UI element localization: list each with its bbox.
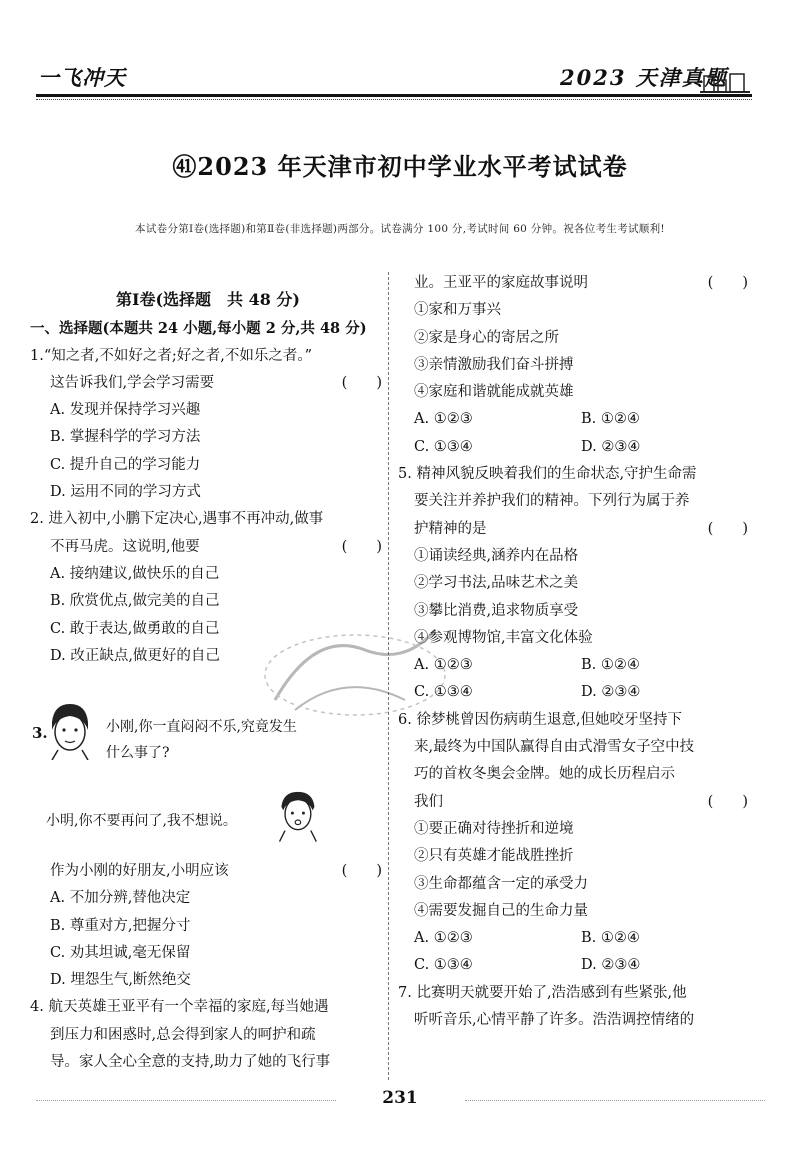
q6-statement-2: ②只有英雄才能战胜挫折: [414, 848, 574, 865]
exam-title: ㊶2023 年天津市初中学业水平考试试卷: [172, 152, 628, 181]
q3-option-c: C. 劝其坦诚,毫无保留: [50, 944, 191, 961]
q4-stem-4-text: 业。王亚平的家庭故事说明: [414, 275, 588, 291]
q6-stem-4-text: 我们: [414, 793, 443, 810]
q3-stem: [34, 858, 382, 885]
header-decoration-icon: [700, 70, 750, 94]
q5-stem-1: 5. 精神风貌反映着我们的生命状态,守护生命需: [398, 466, 697, 483]
q6-statement-4: ④需要发掘自己的生命力量: [414, 902, 588, 919]
q5-answer-paren: ( ): [707, 520, 748, 537]
q1-stem-1: 1.“知之者,不如好之者;好之者,不如乐之者。”: [30, 347, 313, 364]
q6-stem-1: 6. 徐梦桃曾因伤病萌生退意,但她咬牙坚持下: [398, 711, 683, 728]
q6-stem-2: 来,最终为中国队赢得自由式滑雪女子空中技: [414, 739, 695, 756]
q6-option-a: A. ①②③: [414, 930, 473, 947]
q6-statement-3: ③生命都蕴含一定的承受力: [414, 875, 588, 892]
left-column-lower: [30, 858, 382, 1076]
q5-statement-2: ②学习书法,品味艺术之美: [414, 575, 579, 592]
q3-option-a: A. 不加分辨,替他决定: [50, 890, 191, 907]
q4-statement-1: ①家和万事兴: [414, 302, 501, 319]
q2-option-a: A. 接纳建议,做快乐的自己: [50, 565, 220, 582]
q1-option-b: B. 掌握科学的学习方法: [50, 429, 201, 446]
q4-option-a: A. ①②③: [414, 411, 473, 428]
q4-answer-paren: ( ): [707, 275, 748, 291]
q3-option-d: D. 埋怨生气,断然绝交: [50, 972, 191, 989]
q4-statement-4: ④家庭和谐就能成就英雄: [414, 384, 574, 401]
q1-answer-paren: ( ): [341, 374, 382, 391]
boy-face-icon: [274, 786, 320, 842]
q7-stem-1: 7. 比赛明天就要开始了,浩浩感到有些紧张,他: [398, 984, 687, 1001]
q6-stem-4: [398, 789, 748, 816]
q6-options-row-1: [398, 925, 748, 952]
q4-stem-2: 到压力和困惑时,总会得到家人的呵护和疏: [50, 1026, 316, 1043]
q5-option-b: B. ①②④: [581, 657, 640, 674]
page-number: 231: [382, 1088, 418, 1108]
q4-stem-1: 4. 航天英雄王亚平有一个幸福的家庭,每当她遇: [30, 999, 329, 1016]
q4-statement-3: ③亲情激励我们奋斗拼搏: [414, 356, 574, 373]
q5-statement-4: ④参观博物馆,丰富文化体验: [414, 629, 593, 646]
q5-option-a: A. ①②③: [414, 657, 473, 674]
q5-option-d: D. ②③④: [581, 684, 641, 701]
q1-option-d: D. 运用不同的学习方式: [50, 484, 201, 501]
q2-stem-2-text: 不再马虎。这说明,他要: [50, 538, 200, 555]
q5-option-c: C. ①③④: [414, 684, 473, 701]
q7-stem-2: 听听音乐,心情平静了许多。浩浩调控情绪的: [414, 1012, 695, 1029]
q4-stem-4: [398, 270, 748, 297]
q5-statement-1: ①诵读经典,涵养内在品格: [414, 547, 579, 564]
watermark-stamp: [255, 610, 455, 730]
q6-option-c: C. ①③④: [414, 957, 473, 974]
q6-options-row-2: [398, 952, 748, 979]
speech-bubble-1-line-2: 什么事了?: [106, 745, 170, 761]
q1-option-a: A. 发现并保持学习兴趣: [50, 402, 201, 419]
q4-stem-3: 导。家人全心全意的支持,助力了她的飞行事: [50, 1054, 331, 1071]
q4-option-c: C. ①③④: [414, 438, 473, 455]
q3-stem-text: 作为小刚的好朋友,小明应该: [50, 863, 229, 879]
q2-option-b: B. 欣赏优点,做完美的自己: [50, 593, 220, 610]
q2-answer-paren: ( ): [341, 538, 382, 555]
boy-face-icon: [44, 700, 94, 760]
q6-option-d: D. ②③④: [581, 957, 641, 974]
exam-note: 本试卷分第Ⅰ卷(选择题)和第Ⅱ卷(非选择题)两部分。试卷满分 100 分,考试时间 60 分钟。祝各位考生考试顺利!: [135, 223, 665, 235]
q5-statement-3: ③攀比消费,追求物质享受: [414, 602, 579, 619]
q6-statement-1: ①要正确对待挫折和逆境: [414, 820, 574, 837]
q6-stem-3: 巧的首枚冬奥会金牌。她的成长历程启示: [414, 766, 675, 783]
q2-stem-2: [34, 534, 382, 561]
speech-bubble-1-line-1: 小刚,你一直闷闷不乐,究竟发生: [106, 719, 297, 735]
q5-stem-3-text: 护精神的是: [414, 520, 487, 537]
q1-stem-2: [34, 370, 382, 397]
q4-option-d: D. ②③④: [581, 438, 641, 455]
q6-answer-paren: ( ): [707, 793, 748, 810]
q4-options-row-2: [398, 434, 748, 461]
q1-stem-2-text: 这告诉我们,学会学习需要: [50, 374, 215, 391]
q4-option-b: B. ①②④: [581, 411, 640, 428]
q5-stem-3: [398, 516, 748, 543]
q3-answer-paren: ( ): [341, 863, 382, 879]
q6-option-b: B. ①②④: [581, 930, 640, 947]
series-label: 2023 天津真题: [560, 65, 728, 90]
section-heading: 第Ⅰ卷(选择题 共 48 分): [115, 290, 301, 309]
q3-option-b: B. 尊重对方,把握分寸: [50, 917, 191, 934]
header-dotted-rule: [36, 99, 752, 100]
q5-stem-2: 要关注并养护我们的精神。下列行为属于养: [414, 493, 690, 510]
q4-statement-2: ②家是身心的寄居之所: [414, 329, 559, 346]
q2-stem-1: 2. 进入初中,小鹏下定决心,遇事不再冲动,做事: [30, 511, 324, 528]
brand-logo: 一飞冲天: [38, 66, 126, 90]
q3-number: 3.: [32, 724, 48, 742]
instruction: 一、选择题(本题共 24 小题,每小题 2 分,共 48 分): [30, 320, 367, 338]
q4-options-row-1: [398, 406, 748, 433]
q2-option-c: C. 敢于表达,做勇敢的自己: [50, 620, 220, 637]
header-rule: [36, 94, 752, 97]
q1-option-c: C. 提升自己的学习能力: [50, 456, 201, 473]
speech-bubble-2: 小明,你不要再问了,我不想说。: [46, 813, 237, 829]
q2-option-d: D. 改正缺点,做更好的自己: [50, 647, 220, 664]
